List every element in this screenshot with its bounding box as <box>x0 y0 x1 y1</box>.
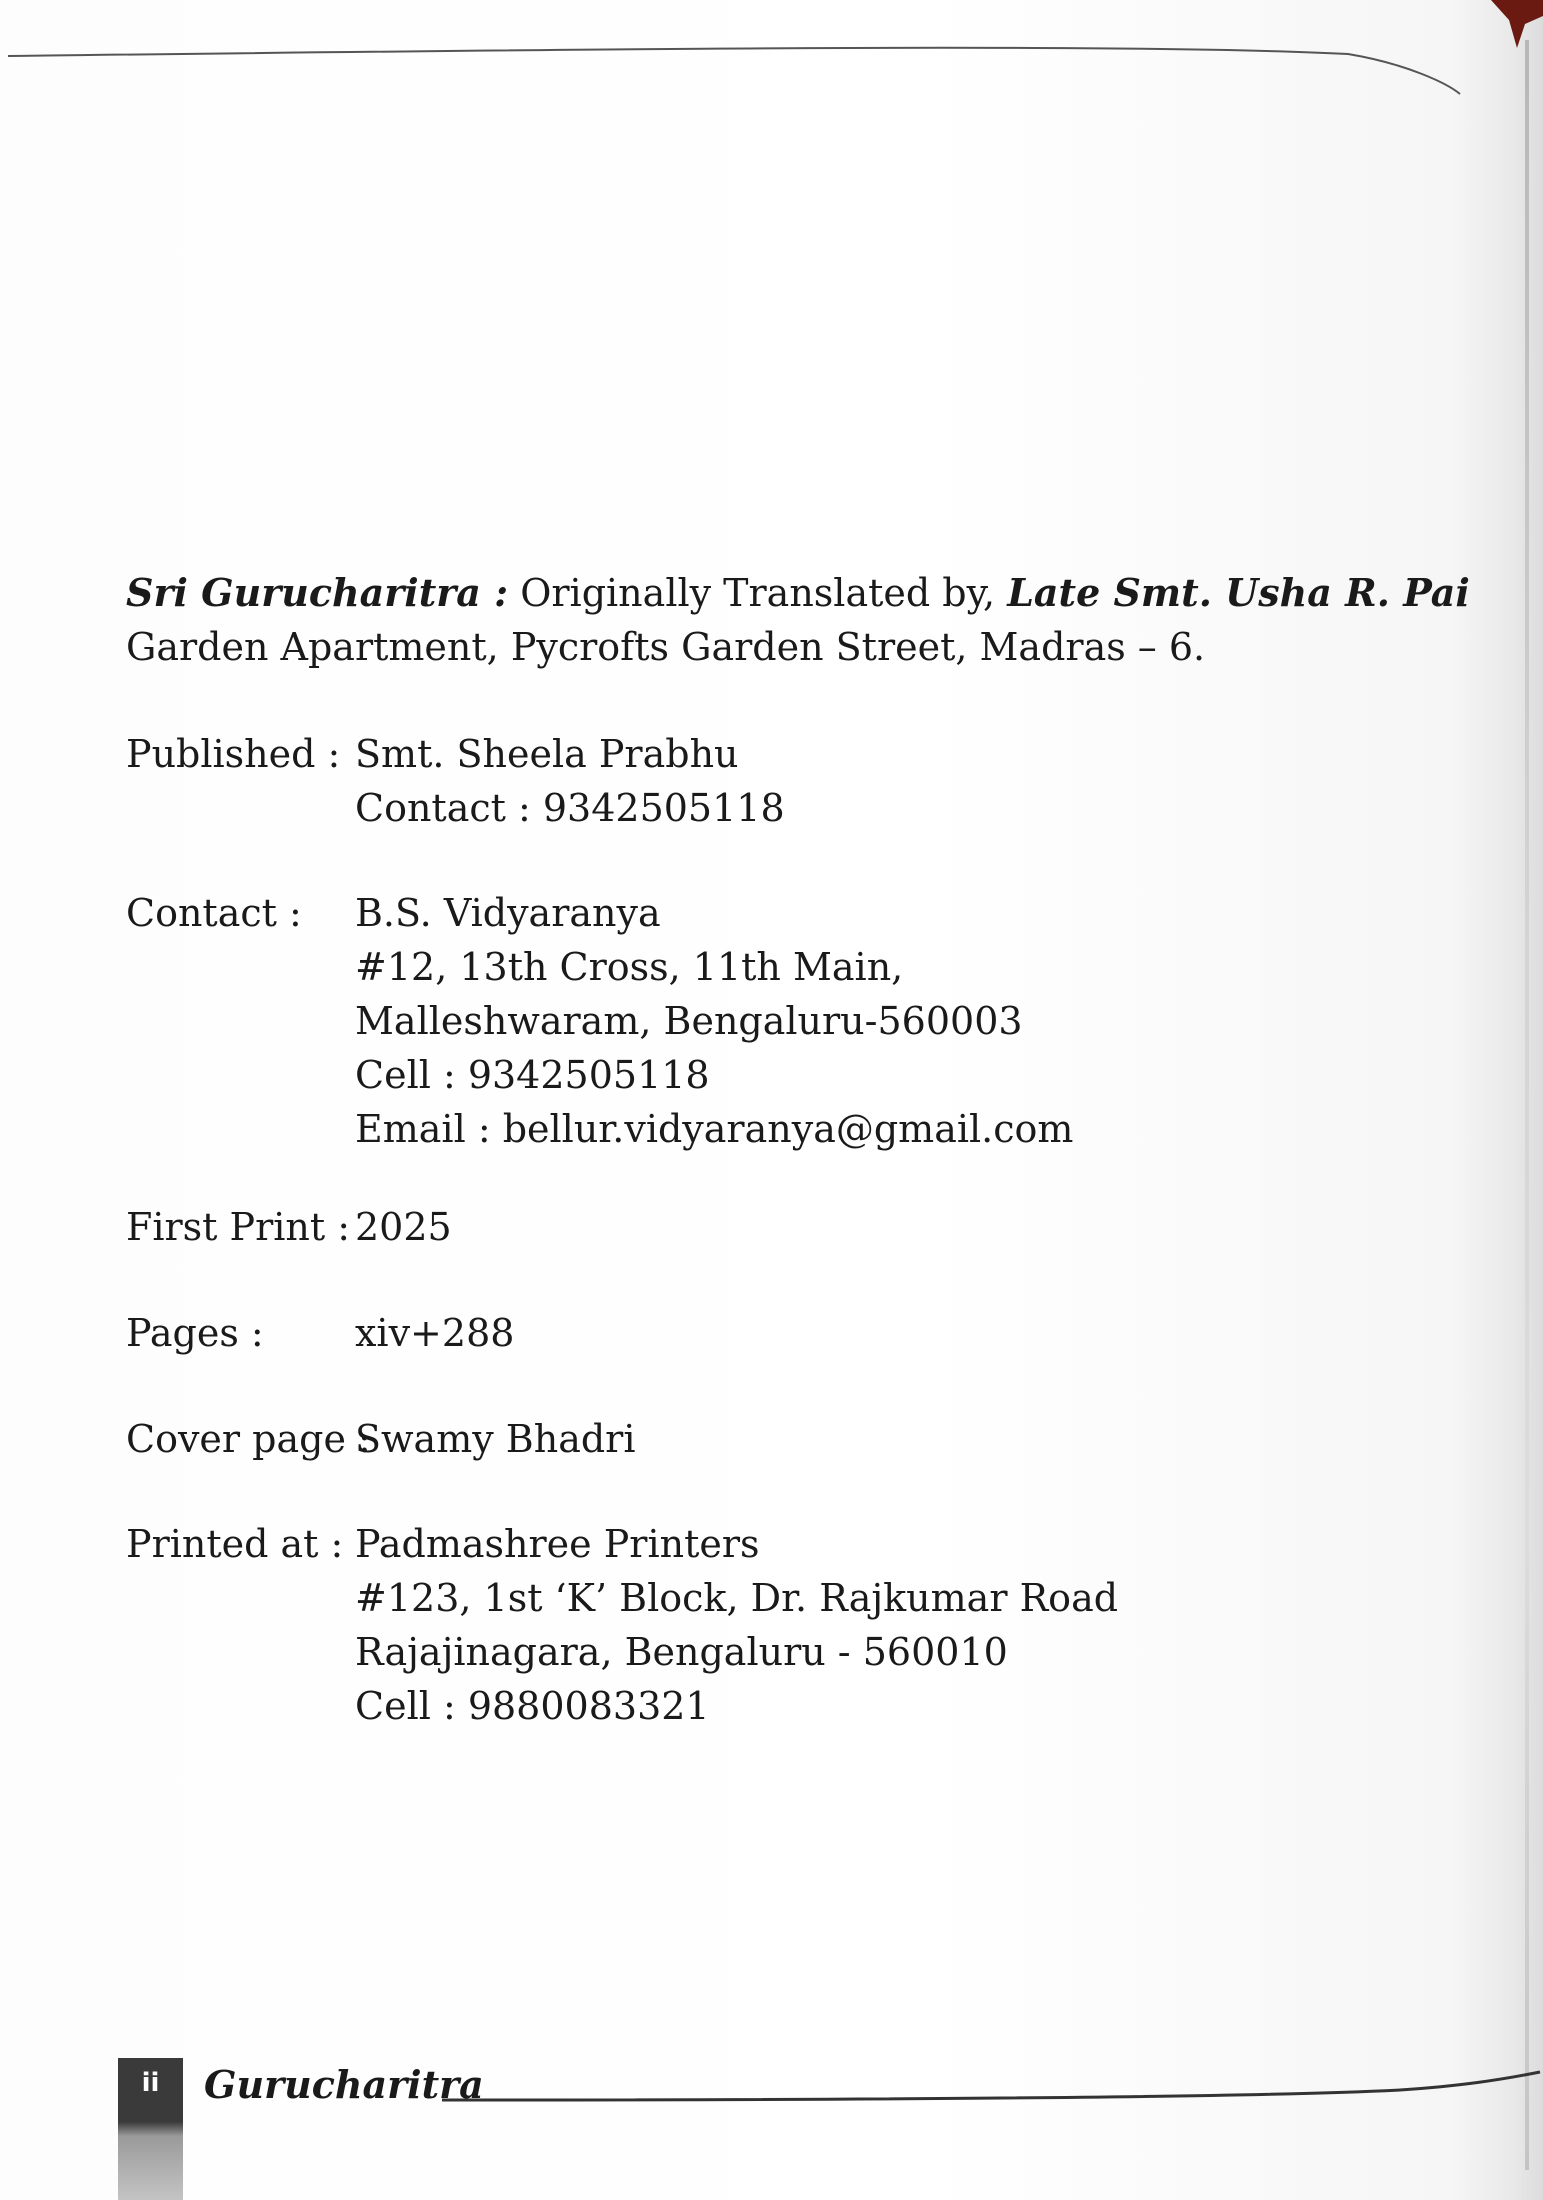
printed-at-line: Cell : 9880083321 <box>355 1684 710 1728</box>
printed-at-line: Padmashree Printers <box>355 1522 760 1566</box>
page-number: ii <box>141 2068 160 2098</box>
published-label: Published : <box>126 732 341 776</box>
pages-value: xiv+288 <box>355 1311 515 1355</box>
footer-book-title: Gurucharitra <box>204 2062 484 2107</box>
cover-page-label: Cover page : <box>126 1417 371 1461</box>
translation-credit <box>126 566 1470 674</box>
printed-at-line: #123, 1st ‘K’ Block, Dr. Rajkumar Road <box>355 1576 1119 1620</box>
translation-line <box>126 566 1470 620</box>
contact-line: #12, 13th Cross, 11th Main, <box>355 945 904 989</box>
contact-email: Email : bellur.vidyaranya@gmail.com <box>355 1107 1074 1151</box>
translator-name: Late Smt. Usha R. Pai <box>1007 570 1470 615</box>
contact-line: B.S. Vidyaranya <box>355 891 661 935</box>
cover-page-value: Swamy Bhadri <box>355 1417 636 1461</box>
top-rule-line <box>8 24 1470 104</box>
published-line: Smt. Sheela Prabhu <box>355 732 739 776</box>
printed-at-values <box>355 1517 1118 1733</box>
translator-address: Garden Apartment, Pycrofts Garden Street, Madras – 6. <box>126 625 1206 669</box>
page-edge-shadow <box>1525 40 1529 2170</box>
translated-by-text: Originally Translated by, <box>508 571 1008 615</box>
published-line: Contact : 9342505118 <box>355 786 785 830</box>
first-print-value: 2025 <box>355 1205 452 1249</box>
printed-at-label: Printed at : <box>126 1522 344 1566</box>
contact-values <box>355 886 1073 1156</box>
page-number-tab <box>118 2058 183 2200</box>
contact-label: Contact : <box>126 891 302 935</box>
corner-bookmark-icon <box>1483 0 1543 60</box>
contact-line: Cell : 9342505118 <box>355 1053 710 1097</box>
printed-at-line: Rajajinagara, Bengaluru - 560010 <box>355 1630 1008 1674</box>
footer-rule-line <box>440 2060 1543 2110</box>
contact-line: Malleshwaram, Bengaluru-560003 <box>355 999 1023 1043</box>
published-values <box>355 727 785 835</box>
book-title: Sri Gurucharitra : <box>126 570 509 615</box>
first-print-label: First Print : <box>126 1205 351 1249</box>
pages-label: Pages : <box>126 1311 264 1355</box>
